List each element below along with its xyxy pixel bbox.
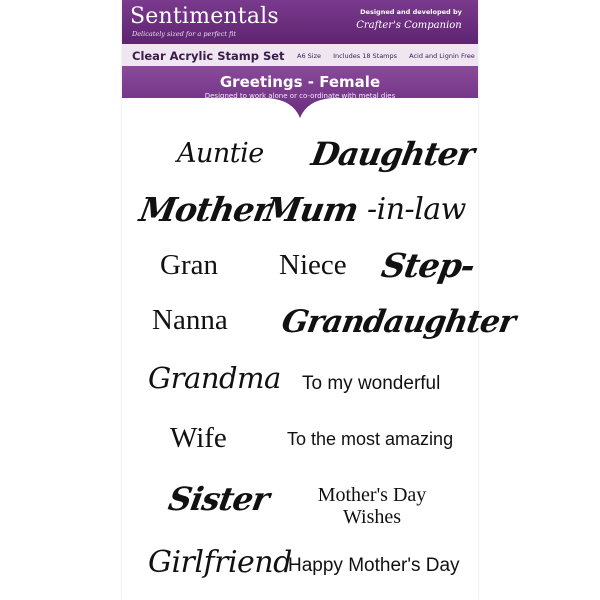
set-paper: Acid and Lignin Free: [409, 52, 475, 60]
set-info: [297, 52, 485, 60]
stamp-happy-mothers-day: Happy Mother's Day: [288, 555, 460, 576]
stamp-set-package: [122, 0, 518, 600]
stamp-nanna: Nanna: [152, 304, 228, 336]
designed-by-label: Designed and developed by: [360, 8, 462, 16]
stamp-mother: Mother: [136, 190, 274, 229]
stamp-mothers-day-wishes: [292, 484, 452, 528]
set-size: A6 Size: [297, 52, 321, 60]
company-logo: Crafter's Companion: [356, 20, 462, 31]
set-count: Includes 18 Stamps: [333, 52, 398, 60]
stamp-in-law: -in-law: [367, 192, 466, 227]
set-subtitle: Designed to work alone or co-ordinate with metal dies: [204, 92, 396, 100]
package-header: [122, 0, 478, 118]
brand-tagline: Delicately sized for a perfect fit: [132, 30, 236, 38]
stamp-niece: Niece: [279, 249, 347, 281]
stamp-daughter: Daughter: [308, 135, 477, 173]
stamp-wife: Wife: [170, 422, 227, 454]
stamp-to-my-wonderful: To my wonderful: [302, 373, 441, 394]
set-name: Clear Acrylic Stamp Set: [132, 49, 285, 63]
brand-logo: Sentimentals: [130, 4, 279, 29]
set-title: Greetings - Female: [219, 73, 381, 91]
stamp-to-the-most-amazing: To the most amazing: [287, 429, 454, 449]
stamp-step: Step-: [378, 246, 478, 285]
stamp-sister: Sister: [165, 480, 272, 518]
stamp-grandaughter: Grandaughter: [278, 304, 518, 340]
mothers-day-line2: Wishes: [342, 506, 402, 528]
stamp-grandma: Grandma: [148, 361, 281, 395]
mothers-day-line1: Mother's Day: [317, 484, 427, 506]
stamp-auntie: Auntie: [177, 138, 264, 169]
stamp-gran: Gran: [160, 249, 218, 281]
stamp-girlfriend: Girlfriend: [148, 545, 292, 580]
stamp-mum: Mum: [261, 190, 361, 229]
